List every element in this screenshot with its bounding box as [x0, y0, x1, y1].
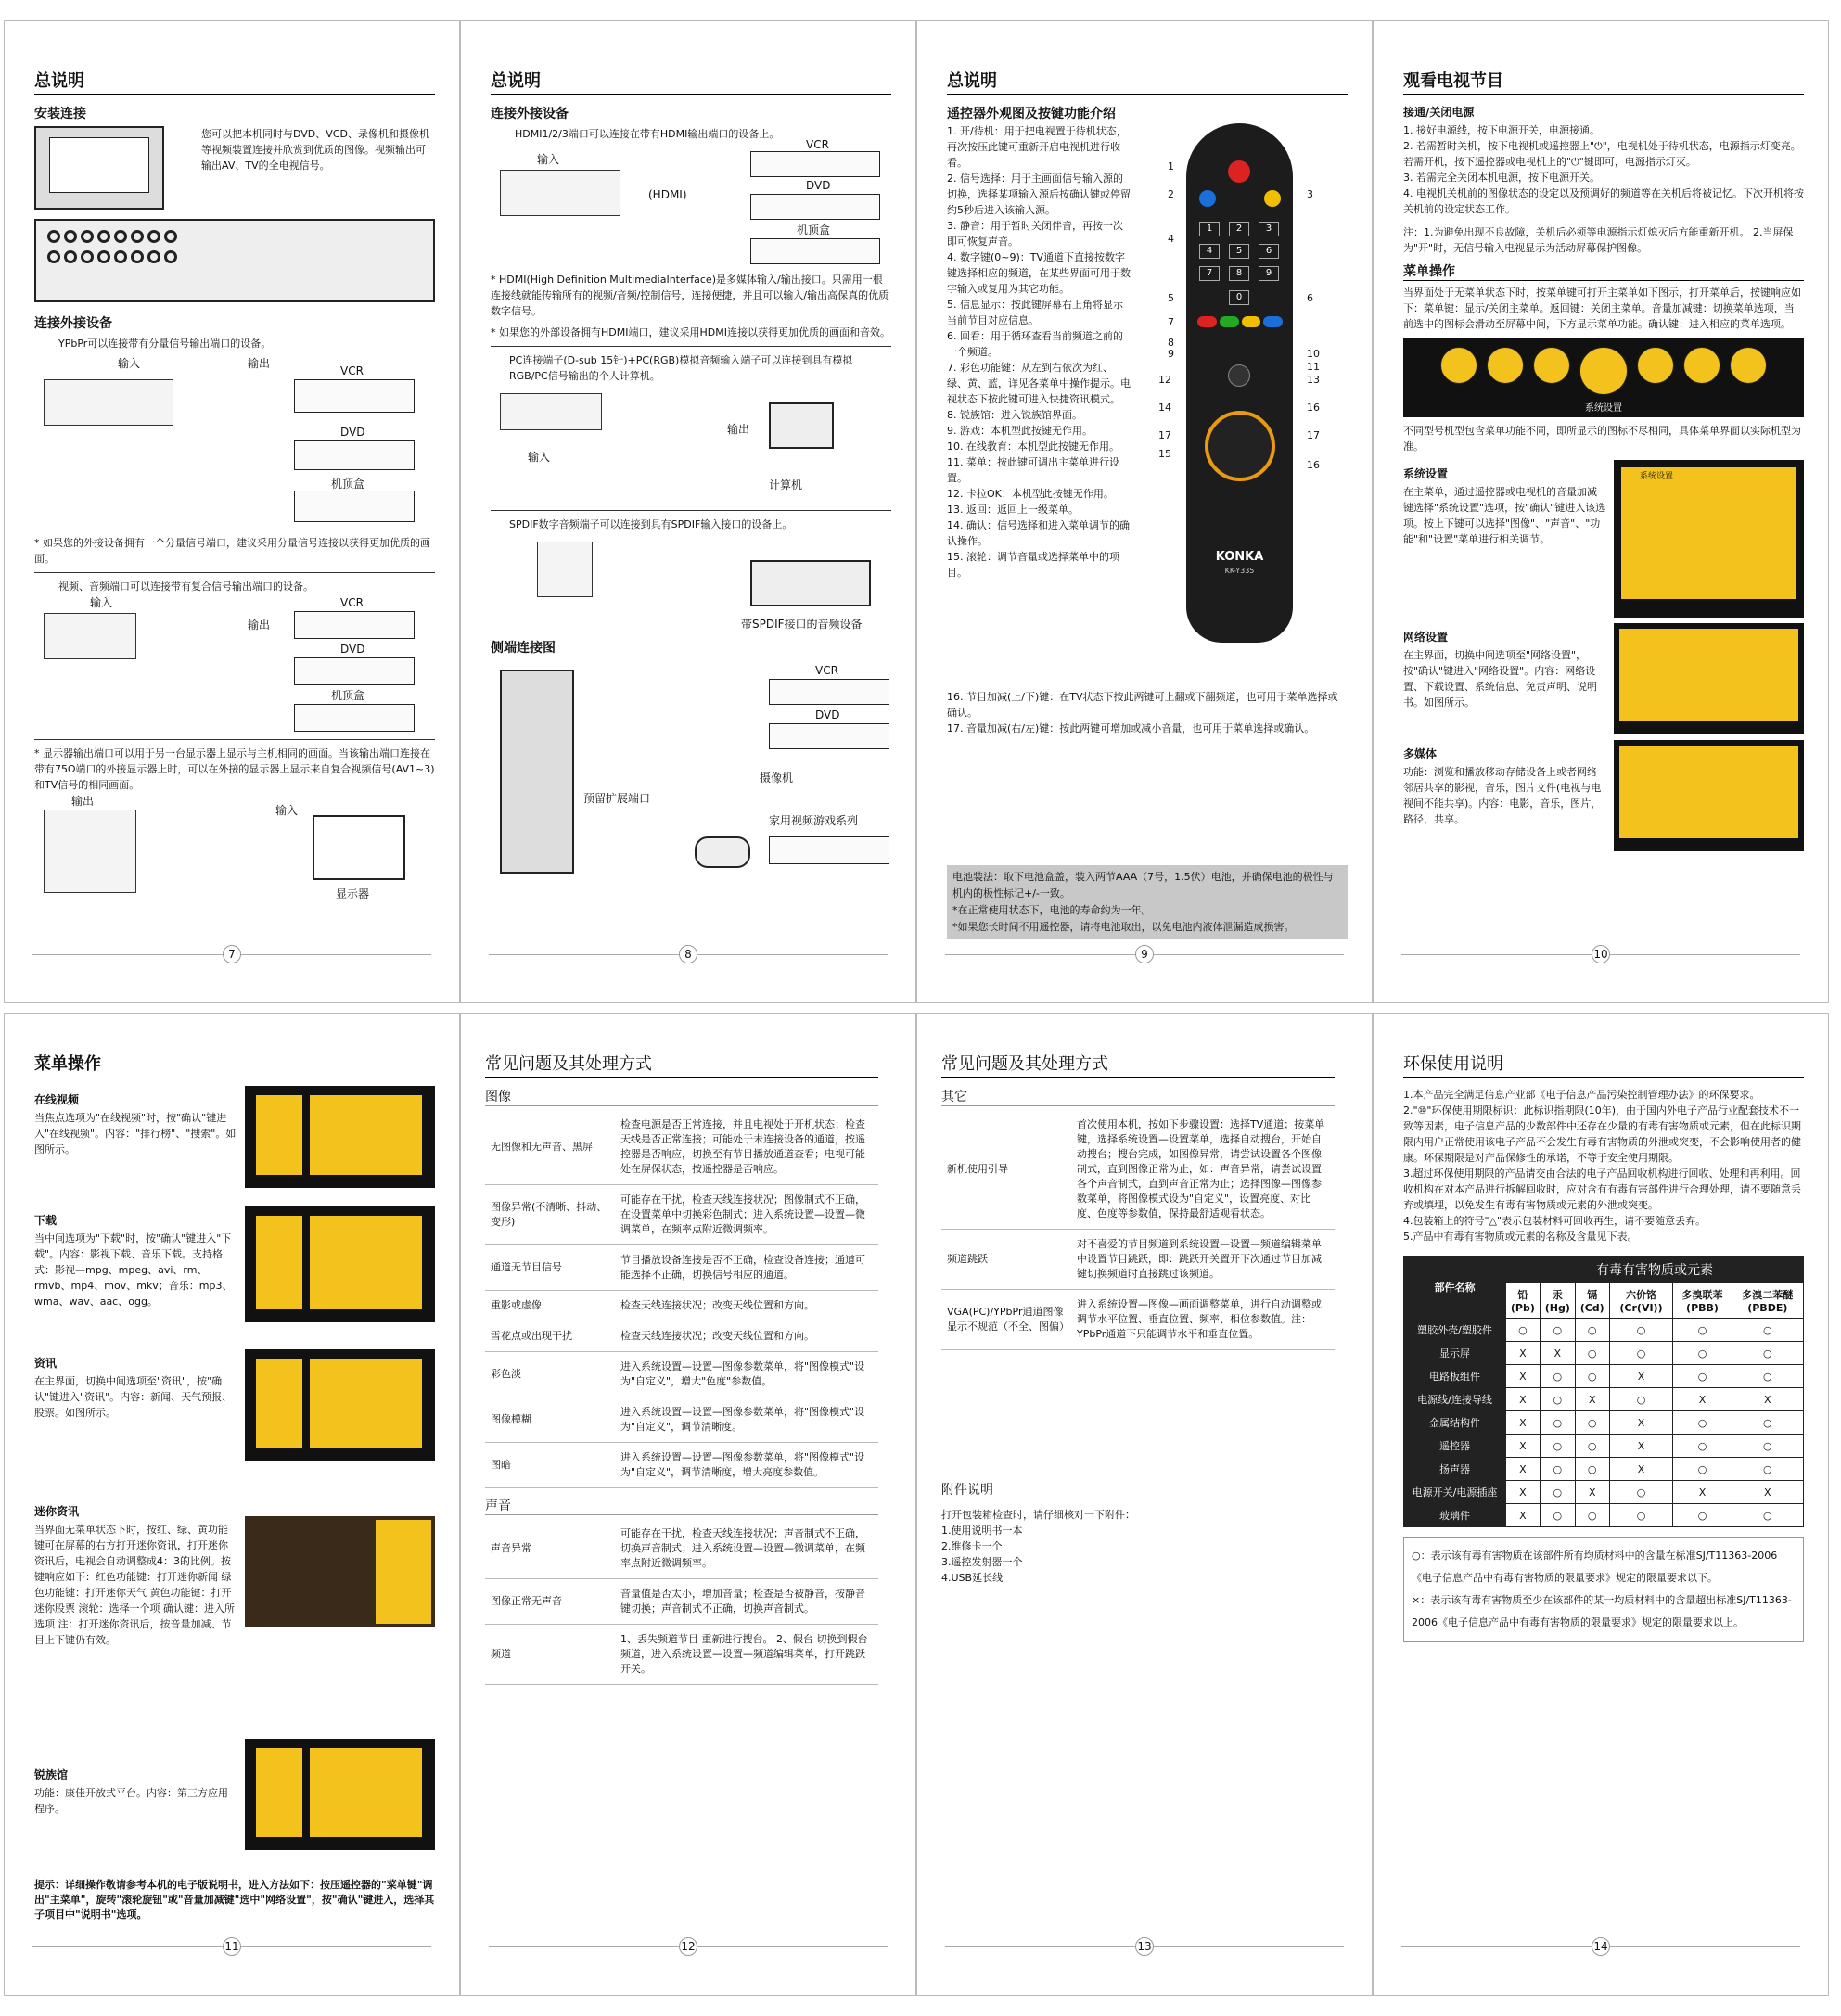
accessory-intro: 打开包装箱检查时，请仔细核对一下附件： [941, 1509, 1135, 1521]
faq-answer: 进入系统设置—图像—画面调整菜单，进行自动调整或调节水平位置、垂直位置、频率、相位参数值。注：YPbPr通道下只能调节水平和垂直位置。 [1071, 1290, 1335, 1350]
component-diagram: 输入 输出 VCR DVD 机顶盒 [34, 351, 435, 528]
hazard-cell: ○ [1673, 1365, 1732, 1388]
download-screenshot [245, 1206, 435, 1322]
digit-key[interactable]: 8 [1229, 266, 1249, 281]
page-7 [4, 20, 460, 1003]
onoff-note: 注：1.为避免出现不良故障，关机后必须等电源指示灯熄灭后方能重新开机。 2.当屏保为"开"时，无信号输入电视显示为活动屏幕保护图像。 [1403, 226, 1794, 254]
faq-row [485, 1321, 878, 1352]
hdmi-diagram: 输入 (HDMI) VCR DVD 机顶盒 [491, 142, 891, 272]
digit-key[interactable]: 1 [1199, 222, 1220, 236]
section-heading: 下载 [34, 1214, 58, 1227]
page-8 [460, 20, 916, 1003]
hazard-cell: X [1732, 1481, 1803, 1504]
hazard-cell: X [1673, 1481, 1732, 1504]
faq-table-picture [485, 1110, 878, 1488]
mute-button[interactable] [1264, 190, 1281, 207]
hazard-cell: ○ [1575, 1319, 1609, 1342]
s4-text: 当界面无菜单状态下时，按红、绿、黄功能键可在屏幕的右方打开迷你资讯，打开迷你资讯后，电视会自动调整成4：3的比例。按键响应如下：红色功能键：打开迷你新闻 绿色功能键：打开迷你天气 黄色功能键：打开迷你股票 滚轮：选择一个项 确认键：进入所选项 注：打开迷你资讯后，按音量加减、节目上下键仍有效。 [34, 1524, 235, 1646]
digit-key[interactable]: 7 [1199, 266, 1220, 281]
pc-diagram: 输入 输出 计算机 [491, 384, 891, 504]
hazard-row [1404, 1411, 1804, 1435]
hazard-cell: ○ [1575, 1458, 1609, 1481]
hazard-cell: ○ [1609, 1319, 1673, 1342]
app-store-screenshot [245, 1739, 435, 1850]
online-video-screenshot [245, 1086, 435, 1188]
page-title: 环保使用说明 [1403, 1051, 1804, 1078]
hazard-cell: ○ [1540, 1388, 1575, 1411]
part-name: 扬声器 [1404, 1458, 1506, 1481]
connector-panel [34, 219, 435, 302]
digit-key[interactable]: 6 [1259, 244, 1279, 259]
faq-answer: 音量值是否太小，增加音量；检查是否被静音，按静音键切换；声音制式不正确，切换声音制式。 [615, 1579, 878, 1625]
faq-row [485, 1352, 878, 1397]
faq-table-other [941, 1110, 1335, 1350]
section-heading: 附件说明 [941, 1480, 1335, 1499]
hazard-cell: ○ [1732, 1411, 1803, 1435]
section-heading: 接通/关闭电源 [1403, 106, 1475, 119]
faq-question: 通道无节目信号 [485, 1245, 615, 1291]
hazard-cell: ○ [1540, 1504, 1575, 1527]
section-heading: 锐族馆 [34, 1768, 69, 1781]
power-button[interactable] [1228, 160, 1250, 183]
sys-screenshot: 系统设置 [1614, 460, 1804, 618]
section-heading: 声音 [485, 1496, 878, 1515]
page-title: 总说明 [947, 68, 1348, 95]
s5-text: 功能：康佳开放式平台。内容：第三方应用程序。 [34, 1787, 228, 1815]
hazard-row [1404, 1481, 1804, 1504]
hazard-column-header: 铅(Pb) [1506, 1283, 1541, 1319]
hazard-column-header: 六价铬(Cr(VI)) [1609, 1283, 1673, 1319]
faq-row [485, 1519, 878, 1579]
hazard-cell: ○ [1673, 1458, 1732, 1481]
section-heading: 连接外接设备 [491, 107, 569, 121]
digit-key[interactable]: 9 [1259, 266, 1279, 281]
hazard-cell: ○ [1575, 1435, 1609, 1458]
s2-text: 当中间选项为"下载"时，按"确认"键进入"下载"。内容：影视下载、音乐下载。支持格式：影视—mpg、mpeg、avi、rm、rmvb、mp4、mov、mkv；音乐：mp3、wma、wav、aac、ogg。 [34, 1232, 233, 1308]
faq-answer: 检查天线连接状况；改变天线位置和方向。 [615, 1291, 878, 1321]
page-9: 总说明 遥控器外观图及按键功能介绍 1. 开/待机：用于把电视置于待机状态，再次按压此键可重新开启电视机进行收看。 2. 信号选择：用于主画面信号输入源的切换，选择某项输入源后按确认键或停留约5秒后进入该输入源。 3. 静音：用于暂时关闭伴音，再按一次即可恢复声音。 4. 数字键(0~9)：TV通道下直接按数字键选择相应的频道，在某些界面可用于数字输入或复用为其它功能。 5. 信息显示：按此键屏幕右上角将显示当前节目对应信息。 6. 回看：用于循环查看当前频道之前的一个频道。 7. 彩色功能键：从左到右依次为红、绿、黄、蓝，详见各菜单中操作提示。电视状态下按此键可进入快捷资讯模式。 8. 锐族馆：进入锐族馆界面。 9. 游戏：本机型此按键无作用。 10. 在线教育：本机型此按键无作用。 11. 菜单：按此键可调出主菜单进行设置。 12. 卡拉OK：本机型此按键无作用。 13. 返回：返回上一级菜单。 14. 确认：信号选择和进入菜单调节的确认操作。 15. 滚轮：调节音量或选择菜单中的项目。 16. 节目加减(上/下)键：在TV状态下按此两键可上翻或下翻频道，也可用于菜单选择或确认。 17. 音量加减(右/左)键：按此两键可增加或减小音量，也可用于菜单选择或确认。 1 2 3 4 5 6 7 8 9 0 KONKA KK-Y335 1 2 3 4 5 6 7 8 9 10 11 12 13 14 16 17 17 15 16 电池装法：取下电池盒盖，装入两节AAA（7号，1.5伏）电池，并确保电池的极性与机内的极性标记+/-一致。 *在正常使用状态下，电池的寿命约为一年。 *如果您长时间不用遥控器，请将电池取出，以免电池内液体泄漏造成损害。 9 [916, 20, 1373, 1003]
hazard-cell: ○ [1673, 1504, 1732, 1527]
hazard-row [1404, 1319, 1804, 1342]
faq-row [485, 1245, 878, 1291]
hazard-cell: ○ [1575, 1342, 1609, 1365]
hazard-cell: ○ [1540, 1411, 1575, 1435]
hdmi-text: HDMI1/2/3端口可以连接在带有HDMI输出端口的设备上。 [515, 128, 780, 140]
faq-answer: 可能存在干扰，检查天线连接状况；声音制式不正确，切换声音制式；进入系统设置—设置—微调菜单，在频率点附近微调频率。 [615, 1519, 878, 1579]
digit-key[interactable]: 4 [1199, 244, 1220, 259]
faq-question: 频道跳跃 [941, 1230, 1071, 1290]
faq-row [485, 1625, 878, 1685]
faq-question: 重影或虚像 [485, 1291, 615, 1321]
faq-question: 频道 [485, 1625, 615, 1685]
mini-info-screenshot [245, 1516, 435, 1627]
hazard-cell: X [1575, 1388, 1609, 1411]
hazard-cell: ○ [1732, 1504, 1803, 1527]
hazard-cell: ○ [1609, 1342, 1673, 1365]
hazard-cell: X [1506, 1504, 1541, 1527]
section-heading: 遥控器外观图及按键功能介绍 [947, 107, 1116, 121]
spdif-text: SPDIF数字音频端子可以连接到具有SPDIF输入接口的设备上。 [509, 518, 793, 530]
diff-note: 不同型号机型包含菜单功能不同，即所显示的图标不尽相同，具体菜单界面以实际机型为准。 [1403, 425, 1801, 453]
hazard-cell: ○ [1540, 1319, 1575, 1342]
hazard-column-header: 多溴二苯醚(PBDE) [1732, 1283, 1803, 1319]
source-button[interactable] [1199, 190, 1216, 207]
hazard-cell: ○ [1540, 1481, 1575, 1504]
remote-key-list: 1. 开/待机：用于把电视置于待机状态，再次按压此键可重新开启电视机进行收看。 2. 信号选择：用于主画面信号输入源的切换，选择某项输入源后按确认键或停留约5秒后进入该输入源。 3. 静音：用于暂时关闭伴音，再按一次即可恢复声音。 4. 数字键(0~9)：TV通道下直接按数字键选择相应的频道，在某些界面可用于数字输入或复用为其它功能。 5. 信息显示：按此键屏幕右上角将显示当前节目对应信息。 6. 回看：用于循环查看当前频道之前的一个频道。 7. 彩色功能键：从左到右依次为红、绿、黄、蓝，详见各菜单中操作提示。电视状态下按此键可进入快捷资讯模式。 8. 锐族馆：进入锐族馆界面。 9. 游戏：本机型此按键无作用。 10. 在线教育：本机型此按键无作用。 11. 菜单：按此键可调出主菜单进行设置。 12. 卡拉OK：本机型此按键无作用。 13. 返回：返回上一级菜单。 14. 确认：信号选择和进入菜单调节的确认操作。 15. 滚轮：调节音量或选择菜单中的项目。 [947, 125, 1131, 579]
page-title: 观看电视节目 [1403, 68, 1804, 95]
section-heading: 系统设置 [1403, 467, 1449, 480]
hazard-cell: ○ [1575, 1365, 1609, 1388]
hazard-cell: X [1506, 1388, 1541, 1411]
net-screenshot [1614, 623, 1804, 734]
faq-row [485, 1185, 878, 1245]
page-title: 常见问题及其处理方式 [941, 1051, 1335, 1078]
page-14 [1373, 1013, 1829, 1996]
section-heading: 迷你资讯 [34, 1505, 80, 1518]
faq-row [941, 1110, 1335, 1230]
section-heading: 在线视频 [34, 1093, 80, 1106]
faq-answer: 进入系统设置—设置—图像参数菜单，将"图像模式"设为"自定义"，调节清晰度，增大亮度参数值。 [615, 1443, 878, 1488]
remote-key-list-wide: 16. 节目加减(上/下)键：在TV状态下按此两键可上翻或下翻频道，也可用于菜单选择或确认。 17. 音量加减(右/左)键：按此两键可增加或减小音量，也可用于菜单选择或确认。 [947, 691, 1338, 734]
page-number: 9 [917, 945, 1372, 963]
hazard-cell: ○ [1575, 1411, 1609, 1435]
hazard-cell: X [1506, 1458, 1541, 1481]
section-heading: 安装连接 [34, 107, 86, 121]
hazard-cell: ○ [1732, 1365, 1803, 1388]
scroll-wheel[interactable] [1205, 411, 1275, 481]
section-heading: 菜单操作 [1403, 262, 1804, 281]
hazard-cell: X [1506, 1365, 1541, 1388]
hazard-cell: ○ [1609, 1388, 1673, 1411]
digit-key[interactable]: 0 [1229, 290, 1249, 305]
hazard-table: 部件名称 有毒有害物质或元素 铅(Pb) 汞(Hg) 镉(Cd) 六价铬(Cr(VI)) 多溴联苯(PBB) 多溴二苯醚(PBDE) 塑胶外壳/塑胶件 ○ ○ ○ ○ ○ ○ 显示屏 X X ○ ○ ○ ○ 电路板组件 X ○ ○ X ○ ○ 电源线/连接导线 X ○ X ○ X X 金属结构件 X ○ ○ X ○ ○ 遥控器 X ○ ○ X ○ ○ 扬声器 X ○ ○ X ○ ○ 电源开关/电源插座 X ○ X ○ X X 玻璃件 X ○ ○ ○ ○ ○ [1403, 1256, 1804, 1527]
faq-answer: 1、丢失频道节目 重新进行搜台。 2、假台 切换到假台频道，进入系统设置—设置—频道编辑菜单，打开跳跃开关。 [615, 1625, 878, 1685]
hazard-cell: X [1609, 1435, 1673, 1458]
hazard-cell: X [1609, 1411, 1673, 1435]
faq-answer: 进入系统设置—设置—图像参数菜单，将"图像模式"设为"自定义"，调节清晰度。 [615, 1397, 878, 1443]
part-name: 遥控器 [1404, 1435, 1506, 1458]
hazard-cell: ○ [1732, 1435, 1803, 1458]
part-name: 电路板组件 [1404, 1365, 1506, 1388]
hazard-column-header: 汞(Hg) [1540, 1283, 1575, 1319]
faq-row [941, 1230, 1335, 1290]
hazard-row [1404, 1365, 1804, 1388]
install-text: 您可以把本机同时与DVD、VCD、录像机和摄像机等视频装置连接并欣赏到优质的图像。视频输出可输出AV、TV的全电视信号。 [201, 128, 429, 172]
hazard-row [1404, 1504, 1804, 1527]
tv-back-illustration [34, 126, 164, 210]
digit-key[interactable]: 5 [1229, 244, 1249, 259]
hazard-cell: X [1575, 1481, 1609, 1504]
sys-text: 在主菜单，通过遥控器或电视机的音量加减键选择"系统设置"选项，按"确认"键进入该选项。按上下键可以选择"图像"、"声音"、"功能"和"设置"菜单进行相关调节。 [1403, 486, 1606, 545]
mm-screenshot [1614, 740, 1804, 851]
color-keys[interactable] [1197, 316, 1283, 327]
hazard-cell: X [1732, 1388, 1803, 1411]
faq-row [485, 1397, 878, 1443]
page-13 [916, 1013, 1373, 1996]
faq-question: 无图像和无声音、黑屏 [485, 1110, 615, 1185]
av-text: 视频、音频端口可以连接带有复合信号输出端口的设备。 [58, 581, 313, 593]
onoff-list: 1. 接好电源线，按下电源开关，电源接通。 2. 若需暂时关机，按下电视机或遥控器上"⏻"，电视机处于待机状态，电源指示灯变亮。若需开机，按下遥控器或电视机上的"⏻"键即可，电源指示灯灭。 3. 若需完全关闭本机电源，按下电源开关。 4. 电视机关机前的图像状态的设定以及预调好的频道等在关机后将被记忆。下次开机将按关机前的设定状态工作。 [1403, 124, 1804, 215]
page-number: 8 [461, 945, 915, 963]
page-title: 菜单操作 [34, 1054, 101, 1074]
menu-text: 当界面处于无菜单状态下时，按菜单键可打开主菜单如下图示，打开菜单后，按键响应如下：菜单键：显示/关闭主菜单。返回键：关闭主菜单。音量加减键：切换菜单选项，当前选中的图标会滑动至屏幕中间，下方显示菜单功能。确认键：进入相应的菜单选项。 [1403, 287, 1801, 330]
section-heading: 侧端连接图 [491, 641, 556, 656]
hazard-cell: X [1609, 1365, 1673, 1388]
page-number: 7 [5, 945, 459, 963]
faq-question: 图像正常无声音 [485, 1579, 615, 1625]
pc-text: PC连接端子(D-sub 15针)+PC(RGB)模拟音频输入端子可以连接到具有模拟RGB/PC信号输出的个人计算机。 [509, 354, 853, 382]
note-1: * 如果您的外接设备拥有一个分量信号端口，建议采用分量信号连接以获得更加优质的画面。 [34, 537, 430, 565]
page-number: 13 [917, 1937, 1372, 1956]
page-number: 11 [5, 1937, 459, 1956]
faq-question: 彩色淡 [485, 1352, 615, 1397]
section-heading: 多媒体 [1403, 747, 1438, 760]
part-name: 玻璃件 [1404, 1504, 1506, 1527]
part-name: 金属结构件 [1404, 1411, 1506, 1435]
faq-answer: 对不喜爱的节目频道到系统设置—设置—频道编辑菜单中设置节目跳跃，即：跳跃开关置开下次通过节目加减键切换频道时直接跳过该频道。 [1071, 1230, 1335, 1290]
spdif-diagram: 带SPDIF接口的音频设备 [491, 532, 891, 634]
section-heading: 资讯 [34, 1357, 58, 1370]
battery-note: 电池装法：取下电池盒盖，装入两节AAA（7号，1.5伏）电池，并确保电池的极性与机内的极性标记+/-一致。 *在正常使用状态下，电池的寿命约为一年。 *如果您长时间不用遥控器，请将电池取出，以免电池内液体泄漏造成损害。 [947, 865, 1348, 939]
section-heading: 图像 [485, 1087, 878, 1106]
digit-key[interactable]: 3 [1259, 222, 1279, 236]
faq-row [485, 1110, 878, 1185]
faq-question: 图暗 [485, 1443, 615, 1488]
menu-button[interactable] [1228, 364, 1250, 387]
hazard-cell: ○ [1732, 1458, 1803, 1481]
hazard-cell: ○ [1673, 1435, 1732, 1458]
page-title: 常见问题及其处理方式 [485, 1051, 878, 1078]
hazard-cell: X [1506, 1481, 1541, 1504]
hazard-cell: ○ [1609, 1481, 1673, 1504]
faq-row [485, 1291, 878, 1321]
hazard-cell: ○ [1673, 1319, 1732, 1342]
hazard-cell: ○ [1506, 1319, 1541, 1342]
faq-question: VGA(PC)/YPbPr通道图像显示不规范（不全、图偏） [941, 1290, 1071, 1350]
page-10 [1373, 20, 1829, 1003]
faq-question: 图像异常(不清晰、抖动、变形) [485, 1185, 615, 1245]
hazard-cell: ○ [1575, 1504, 1609, 1527]
tip: 提示：详细操作敬请参考本机的电子版说明书，进入方法如下：按压遥控器的"菜单键"调出"主菜单"，旋转"滚轮旋钮"或"音量加减键"选中"网络设置"，按"确认"键进入，选择其子项目中"说明书"选项。 [34, 1879, 435, 1920]
page-11 [4, 1013, 460, 1996]
page-12 [460, 1013, 916, 1996]
hazard-cell: ○ [1540, 1458, 1575, 1481]
hazard-row [1404, 1435, 1804, 1458]
hazard-cell: X [1673, 1388, 1732, 1411]
faq-answer: 进入系统设置—设置—图像参数菜单，将"图像模式"设为"自定义"，增大"色度"参数值。 [615, 1352, 878, 1397]
faq-row [485, 1443, 878, 1488]
hazard-row [1404, 1342, 1804, 1365]
page-title: 总说明 [491, 68, 891, 95]
faq-answer: 首次使用本机，按如下步骤设置：选择TV通道；按菜单键，选择系统设置—设置菜单，选择自动搜台，开始自动搜台；搜台完成，如图像异常，请尝试设置各个图像制式，直到图像正常为止，如：声音异常，请尝试设置各个声音制式，直到声音正常为止；选择图像—图像参数菜单，将图像模式设为"自定义"，设置亮度、对比度、色度等参数值，保持最舒适观看状态。 [1071, 1110, 1335, 1230]
hazard-cell: X [1506, 1342, 1541, 1365]
faq-question: 声音异常 [485, 1519, 615, 1579]
section-heading: 连接外接设备 [34, 316, 112, 331]
mm-text: 功能：浏览和播放移动存储设备上或者网络邻居共享的影视，音乐，图片文件(电视与电视间不能共享)。内容：电影，音乐，图片，路径，共享。 [1403, 766, 1602, 825]
hazard-cell: X [1506, 1411, 1541, 1435]
hazard-cell: ○ [1732, 1319, 1803, 1342]
part-name: 显示屏 [1404, 1342, 1506, 1365]
part-name: 电源线/连接导线 [1404, 1388, 1506, 1411]
net-text: 在主界面，切换中间选项至"网络设置"，按"确认"键进入"网络设置"。内容：网络设置、下载设置、系统信息、免责声明、说明书。如图所示。 [1403, 649, 1597, 708]
part-name: 电源开关/电源插座 [1404, 1481, 1506, 1504]
hazard-cell: ○ [1540, 1435, 1575, 1458]
hazard-footnotes: ○：表示该有毒有害物质在该部件所有均质材料中的含量在标准SJ/T11363-2006《电子信息产品中有毒有害物质的限量要求》规定的限量要求以下。 ×：表示该有毒有害物质至少在该部件的某一均质材料中的含量超出标准SJ/T11363-2006《电子信息产品中有毒有害物质的限量要求》规定的限量要求以上。 [1403, 1537, 1804, 1642]
page-number: 14 [1374, 1937, 1828, 1956]
note-2: * 如果您的外部设备拥有HDMI端口，建议采用HDMI连接以获得更加优质的画面和音效。 [491, 326, 890, 338]
news-screenshot [245, 1349, 435, 1461]
hazard-column-header: 镉(Cd) [1575, 1283, 1609, 1319]
section-heading: 其它 [941, 1087, 1335, 1106]
hazard-cell: ○ [1673, 1342, 1732, 1365]
hazard-row [1404, 1458, 1804, 1481]
main-menu-screenshot [1403, 338, 1804, 417]
hazard-cell: ○ [1609, 1504, 1673, 1527]
page-title: 总说明 [34, 68, 435, 95]
model-label: KK-Y335 [1224, 567, 1255, 575]
s3-text: 在主界面，切换中间选项至"资讯"，按"确认"键进入"资讯"。内容：新闻、天气预报、股票。如图所示。 [34, 1375, 233, 1419]
note-2: * 显示器输出端口可以用于另一台显示器上显示与主机相同的画面。当该输出端口连接在带有75Ω端口的外接显示器上时，可以在外接的显示器上显示来自复合视频信号(AV1~3)和TV信号的相同画面。 [34, 747, 435, 791]
ypbpr-text: YPbPr可以连接带有分量信号输出端口的设备。 [58, 338, 272, 350]
remote-control [1186, 123, 1293, 643]
hazard-column-header: 多溴联苯(PBB) [1673, 1283, 1732, 1319]
faq-question: 新机使用引导 [941, 1110, 1071, 1230]
hazard-cell: X [1540, 1342, 1575, 1365]
faq-answer: 可能存在干扰，检查天线连接状况；图像制式不正确，在设置菜单中切换彩色制式；进入系统设置—设置—微调菜单，在频率点附近微调频率。 [615, 1185, 878, 1245]
accessory-list: 1.使用说明书一本 2.维修卡一个 3.遥控发射器一个 4.USB延长线 [941, 1525, 1023, 1584]
env-paragraphs: 1.本产品完全满足信息产业部《电子信息产品污染控制管理办法》的环保要求。 2."⑩"环保使用期限标识：此标识指期限(10年)，由于国内外电子产品行业配套技术不一致等因素，电子信息产品的少数部件中还存在少量的有毒有害物质或元素，但在此标识期限内用户正常使用该电子产品不会发生有毒有害物质的外泄或突变，不会影响使用者的健康。环保期限是对产品保修性的承诺，不等于安全使用期限。 3.超过环保使用期限的产品请交由合法的电子产品回收机构进行回收、处理和再利用。回收机构在对本产品进行拆解回收时，应对含有有毒有害部件进行合理处理，请不要随意丢弃或填埋，以免发生有毒有害物质或元素的外泄或突变。 4.包装箱上的符号"△"表示包装材料可回收再生，请不要随意丢弃。 5.产品中有毒有害物质或元素的名称及含量见下表。 [1403, 1089, 1801, 1243]
part-name: 塑胶外壳/塑胶件 [1404, 1319, 1506, 1342]
faq-question: 雪花点或出现干扰 [485, 1321, 615, 1352]
hazard-row [1404, 1388, 1804, 1411]
monitor-diagram: 输出 输入 显示器 [34, 793, 435, 904]
faq-answer: 检查天线连接状况；改变天线位置和方向。 [615, 1321, 878, 1352]
faq-row [485, 1579, 878, 1625]
faq-table-sound [485, 1519, 878, 1685]
page-number: 12 [461, 1937, 915, 1956]
digit-key[interactable]: 2 [1229, 222, 1249, 236]
av-diagram: 输入 输出 VCR DVD 机顶盒 [34, 594, 435, 734]
hazard-cell: ○ [1540, 1365, 1575, 1388]
note-1: * HDMI(High Definition MultimediaInterface)是多媒体输入/输出接口。只需用一根连接线就能传输所有的视频/音频/控制信号，连接便捷，并且可以输入/输出高保真的优质数字信号。 [491, 274, 889, 317]
brand-logo: KONKA [1215, 550, 1264, 564]
side-diagram: VCR DVD 摄像机 预留扩展端口 家用视频游戏系列 [491, 660, 891, 883]
menu-caption: 系统设置 [1585, 403, 1622, 414]
page-number: 10 [1374, 945, 1828, 963]
s1-text: 当焦点选项为"在线视频"时，按"确认"键进入"在线视频"。内容："排行榜"、"搜索"。如图所示。 [34, 1112, 237, 1155]
hazard-cell: ○ [1732, 1342, 1803, 1365]
faq-row [941, 1290, 1335, 1350]
hazard-cell: ○ [1673, 1411, 1732, 1435]
section-heading: 网络设置 [1403, 631, 1449, 644]
faq-question: 图像模糊 [485, 1397, 615, 1443]
faq-answer: 节目播放设备连接是否不正确，检查设备连接；通道可能选择不正确，切换信号相应的通道。 [615, 1245, 878, 1291]
hazard-cell: X [1506, 1435, 1541, 1458]
hazard-cell: X [1609, 1458, 1673, 1481]
faq-answer: 检查电源是否正常连接，并且电视处于开机状态；检查天线是否正常连接；可能处于未连接设备的通道，按遥控器是否响应，切换至有节目播放通道查看；电视可能处在屏保状态，按遥控器是否响应。 [615, 1110, 878, 1185]
